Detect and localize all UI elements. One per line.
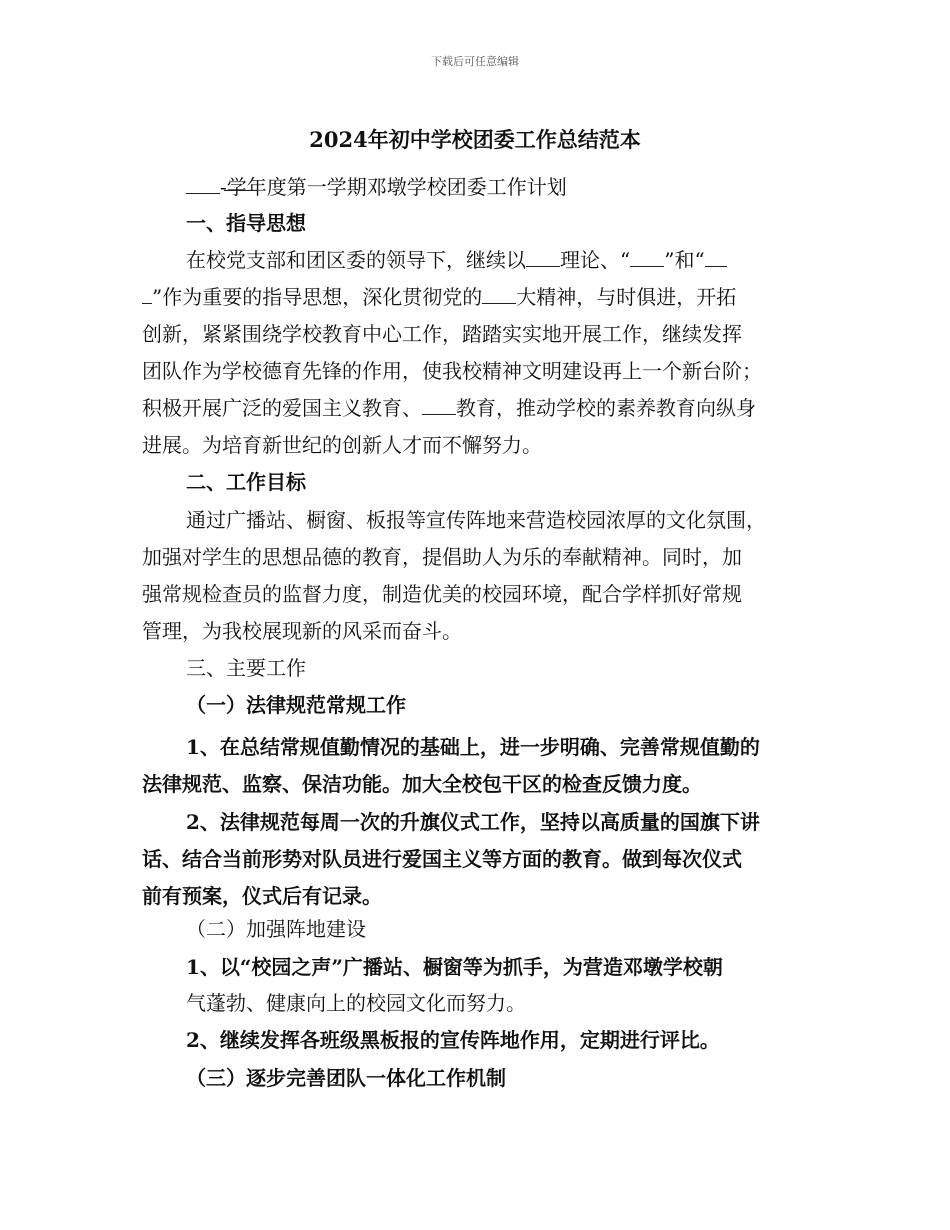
paragraph-line: 在校党支部和团区委的领导下，继续以 理论、“ ”和“ [186,246,727,274]
subsection-heading: （二）加强阵地建设 [186,917,366,941]
blank-line [705,248,727,267]
blank-line [142,285,152,304]
blank-line [630,248,664,267]
paragraph-line: 团队作为学校德育先锋的作用，使我校精神文明建设再上一个新台阶； [142,359,762,383]
list-item-line: 气蓬勃、健康向上的校园文化而努力。 [186,991,526,1015]
paragraph-line: 进展。为培育新世纪的创新人才而不懈努力。 [142,433,542,457]
document-subtitle: -学年度第一学期邓墩学校团委工作计划 [186,173,567,201]
list-item-line: 1、以“校园之声”广播站、橱窗等为抓手，为营造邓墩学校朝 [186,955,723,979]
subsection-heading: （一）法律规范常规工作 [186,693,406,717]
paragraph-line: 强常规检查员的监督力度，制造优美的校园环境，配合学样抓好常规 [142,582,742,606]
section-heading-guiding: 一、指导思想 [186,211,306,235]
paragraph-line: 积极开展广泛的爱国主义教育、 教育，推动学校的素养教育向纵身 [142,396,756,420]
blank-line [224,190,258,191]
blank-line [422,396,456,415]
list-item-line: 话、结合当前形势对队员进行爱国主义等方面的教育。做到每次仪式 [142,847,742,871]
paragraph-line: ”作为重要的指导思想，深化贯彻党的 大精神，与时俱进，开拓 [142,283,736,311]
list-item-line: 1、在总结常规值勤情况的基础上，进一步明确、完善常规值勤的 [186,735,760,759]
paragraph-line: 创新，紧紧围绕学校教育中心工作，踏踏实实地开展工作，继续发挥 [142,322,742,346]
document-title: 2024年初中学校团委工作总结范本 [309,127,641,152]
list-item-line: 2、继续发挥各班级黑板报的宣传阵地作用，定期进行评比。 [186,1028,720,1052]
page-header-note: 下载后可任意编辑 [431,55,519,68]
section-heading-goals: 二、工作目标 [186,470,306,494]
list-item-line: 前有预案，仪式后有记录。 [142,884,382,908]
blank-line [186,175,220,194]
paragraph-line: 通过广播站、橱窗、板报等宣传阵地来营造校园浓厚的文化氛围， [186,508,766,532]
paragraph-line: 管理，为我校展现新的风采而奋斗。 [142,619,462,643]
subsection-heading: （三）逐步完善团队一体化工作机制 [186,1066,506,1090]
list-item-line: 法律规范、监察、保洁功能。加大全校包干区的检查反馈力度。 [142,772,702,796]
paragraph-line: 加强对学生的思想品德的教育，提倡助人为乐的奉献精神。同时，加 [142,545,742,569]
blank-line [482,285,516,304]
section-heading-main-work: 三、主要工作 [186,656,306,680]
list-item-line: 2、法律规范每周一次的升旗仪式工作，坚持以高质量的国旗下讲 [186,810,760,834]
blank-line [526,248,560,267]
